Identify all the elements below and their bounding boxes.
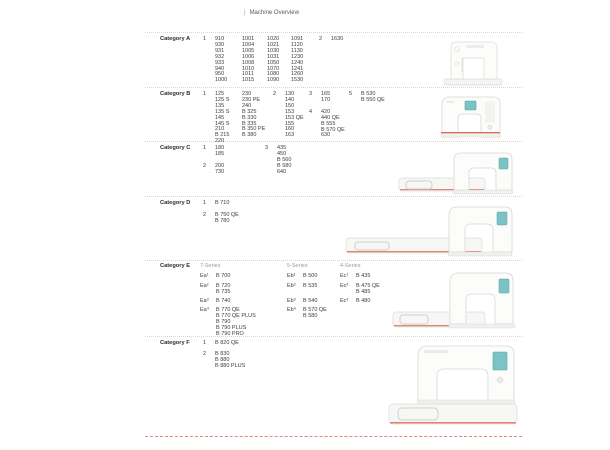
- model-number: 160: [285, 126, 295, 133]
- model-number: 450: [277, 150, 287, 157]
- model-number: B 475 QE: [356, 283, 380, 289]
- model-number: 933: [215, 59, 225, 66]
- stacked-groups: [203, 146, 241, 176]
- category-row-a: [160, 37, 357, 84]
- model-number: 155: [285, 120, 295, 127]
- model-column: [215, 164, 241, 176]
- model-number: 931: [215, 47, 225, 54]
- series-row: [287, 284, 340, 299]
- model-group: [203, 37, 313, 84]
- model-number: 1070: [267, 65, 280, 72]
- series-block-4: [340, 264, 390, 338]
- model-number: 1005: [242, 47, 255, 54]
- model-number: 440 QE: [321, 114, 340, 121]
- series-code: Ea³: [200, 298, 209, 304]
- model-number: 1260: [291, 71, 304, 78]
- series-block-5: [287, 264, 340, 338]
- model-number: 1130: [291, 47, 303, 54]
- series-header: 5-Series: [287, 263, 308, 269]
- model-number: 150: [285, 102, 295, 109]
- model-number: 1011: [242, 71, 254, 78]
- model-group: [203, 92, 273, 145]
- model-column: [331, 37, 357, 43]
- category-label: Category F: [160, 340, 190, 346]
- model-number: B 780: [215, 217, 230, 224]
- model-column: [242, 37, 267, 84]
- category-label: Category D: [160, 200, 191, 206]
- model-number: 1120: [291, 41, 303, 48]
- model-group: [203, 146, 241, 158]
- model-column: [267, 37, 291, 84]
- group-number: 2: [319, 36, 323, 42]
- model-number: B 435: [356, 273, 371, 279]
- model-number: 125 S: [215, 96, 230, 103]
- model-number: 230: [242, 91, 252, 97]
- model-number: 1020: [267, 36, 280, 42]
- group-number: 3: [309, 91, 313, 97]
- series-row: [200, 299, 287, 308]
- group-number: 2: [273, 91, 277, 97]
- model-number: B 485: [356, 288, 371, 295]
- model-column: [303, 284, 317, 299]
- model-number: 420: [321, 108, 331, 115]
- model-number: 1021: [267, 41, 280, 48]
- model-number: 163: [285, 132, 295, 139]
- group-number: 1: [203, 36, 207, 42]
- category-row-b: [160, 92, 391, 145]
- model-number: B 330: [242, 114, 257, 121]
- series-code: Eb⁴: [287, 307, 297, 313]
- model-number: B 535: [303, 283, 318, 289]
- model-number: 932: [215, 53, 225, 60]
- model-number: 1004: [242, 41, 255, 48]
- series-columns: [200, 264, 390, 338]
- group-number: 1: [203, 200, 207, 206]
- series-row: [200, 274, 287, 284]
- category-label: Category C: [160, 145, 191, 151]
- model-number: B 820 QE: [215, 340, 239, 346]
- series-code: Ec²: [340, 283, 349, 289]
- model-column: [215, 37, 242, 84]
- model-column: [321, 110, 349, 140]
- model-number: B 555: [321, 120, 336, 127]
- model-number: B 750 QE: [215, 211, 239, 218]
- model-column: [215, 92, 242, 145]
- model-number: 200: [215, 162, 225, 169]
- model-number: 140: [285, 96, 295, 103]
- model-column: [242, 92, 273, 139]
- series-code: Eb¹: [287, 273, 296, 279]
- category-label: Category E: [160, 263, 191, 269]
- model-number: 135: [215, 102, 225, 109]
- model-group: [309, 92, 349, 104]
- model-number: B 215: [215, 132, 230, 139]
- model-column: [216, 284, 230, 299]
- model-group: [203, 164, 241, 176]
- model-number: B 880: [215, 356, 230, 363]
- model-number: 1241: [291, 65, 304, 72]
- group-number: 2: [203, 350, 207, 357]
- header-separator: |: [244, 10, 246, 16]
- series-header: 7-Series: [200, 263, 221, 269]
- model-column: [321, 92, 349, 104]
- model-number: 1530: [291, 77, 304, 84]
- model-number: B 540: [303, 298, 318, 304]
- series-code: Eb²: [287, 283, 296, 289]
- model-number: 135 S: [215, 108, 230, 115]
- model-number: 1050: [267, 59, 280, 66]
- series-header: 4-Series: [340, 263, 361, 269]
- model-number: 1630: [331, 36, 344, 42]
- group-number: 2: [203, 211, 207, 218]
- model-group: [203, 213, 241, 225]
- model-number: B 530: [361, 91, 376, 97]
- category-a-machine-image: [442, 36, 504, 88]
- model-number: B 560: [277, 156, 292, 163]
- model-number: 1006: [242, 53, 255, 60]
- separator-line: [145, 260, 522, 261]
- model-number: 170: [321, 96, 331, 103]
- model-number: B 325: [242, 108, 257, 115]
- model-number: B 570 QE: [303, 307, 327, 313]
- group-number: 1: [203, 145, 207, 151]
- model-number: 130: [285, 91, 295, 97]
- group-number: 5: [349, 91, 353, 97]
- model-column: [356, 284, 380, 299]
- model-number: 230 PE: [242, 96, 261, 103]
- series-row: [340, 299, 390, 308]
- model-number: 1010: [242, 65, 255, 72]
- model-number: 1030: [267, 47, 280, 54]
- model-column: [285, 92, 309, 139]
- model-number: 950: [215, 71, 225, 78]
- category-f-machine-image: [388, 340, 520, 435]
- model-column: [303, 308, 327, 338]
- model-number: B 770 QE PLUS: [216, 312, 256, 319]
- stacked-groups: [203, 340, 246, 370]
- page-title: Machine Overview: [249, 10, 299, 16]
- series-code: Eb³: [287, 298, 296, 304]
- category-row-e: [160, 264, 390, 338]
- model-number: B 740: [216, 298, 231, 304]
- model-number: B 580: [277, 162, 292, 169]
- model-group: [203, 341, 241, 347]
- model-number: B 790 PLUS: [216, 324, 247, 331]
- model-number: 1080: [267, 71, 280, 78]
- model-column: [277, 146, 303, 176]
- model-number: 210: [215, 126, 225, 133]
- model-number: 1091: [291, 36, 304, 42]
- model-number: 1230: [291, 53, 304, 60]
- model-number: B 790: [216, 318, 231, 325]
- model-number: 153 QE: [285, 114, 304, 121]
- model-number: 640: [277, 168, 287, 175]
- category-row-f: [160, 340, 246, 370]
- model-number: 1000: [215, 77, 228, 84]
- series-code: Ec¹: [340, 273, 349, 279]
- series-block-7: [200, 264, 287, 338]
- model-number: B 880 PLUS: [215, 362, 246, 369]
- stacked-groups: [203, 201, 241, 225]
- group-number: 3: [265, 145, 269, 151]
- model-number: B 480: [356, 298, 371, 304]
- model-column: [291, 37, 313, 84]
- series-row: [200, 308, 287, 338]
- series-code: Ea¹: [200, 273, 209, 279]
- model-group: [349, 92, 391, 104]
- model-column: [215, 146, 241, 158]
- category-e-machine-image: [392, 266, 517, 334]
- model-group: [273, 92, 309, 139]
- model-number: B 350 PE: [242, 126, 266, 133]
- model-number: B 335: [242, 120, 257, 127]
- model-group: [319, 37, 357, 43]
- model-column: [215, 201, 241, 207]
- model-column: [215, 341, 241, 347]
- model-group: [203, 350, 246, 370]
- category-d-machine-image: [345, 202, 515, 258]
- model-number: B 790 PRO: [216, 330, 244, 337]
- model-number: B 380: [242, 132, 257, 139]
- model-number: 910: [215, 36, 225, 42]
- model-number: 180: [215, 145, 225, 151]
- model-number: B 770 QE: [216, 307, 240, 313]
- model-number: 630: [321, 132, 331, 139]
- model-number: 940: [215, 65, 225, 72]
- model-number: B 550 QE: [361, 96, 385, 103]
- series-code: Ea²: [200, 283, 209, 289]
- series-code: Ea⁴: [200, 307, 210, 313]
- model-number: 145: [215, 114, 225, 121]
- model-number: B 700: [216, 273, 231, 279]
- model-number: 153: [285, 108, 295, 115]
- model-number: 930: [215, 41, 225, 48]
- model-number: 1008: [242, 59, 255, 66]
- model-number: B 735: [216, 288, 231, 295]
- page-header: [244, 10, 299, 17]
- model-number: 145 S: [215, 120, 230, 127]
- model-number: B 580: [303, 312, 318, 319]
- category-label: Category B: [160, 91, 191, 97]
- model-number: 185: [215, 150, 225, 157]
- model-column: [215, 213, 241, 225]
- model-column: [215, 350, 246, 370]
- model-number: 125: [215, 91, 225, 97]
- series-row: [287, 308, 340, 338]
- series-row: [340, 284, 390, 299]
- model-number: 165: [321, 91, 331, 97]
- group-number: 2: [203, 162, 207, 169]
- category-row-c: [160, 146, 303, 176]
- category-row-d: [160, 201, 241, 225]
- model-column: [216, 308, 256, 338]
- series-code: Ec³: [340, 298, 349, 304]
- model-column: [361, 92, 391, 104]
- model-number: 435: [277, 145, 287, 151]
- category-b-machine-image: [438, 92, 504, 140]
- group-number: 1: [203, 91, 207, 97]
- stacked-groups: [309, 92, 349, 139]
- model-number: B 710: [215, 200, 230, 206]
- group-number: 1: [203, 340, 207, 346]
- model-number: 1015: [242, 77, 255, 84]
- separator-line: [145, 196, 522, 197]
- model-number: 730: [215, 168, 225, 175]
- series-row: [200, 284, 287, 299]
- model-number: 1031: [267, 53, 280, 60]
- model-number: 220: [215, 138, 225, 145]
- model-column: [356, 299, 370, 308]
- model-number: 1240: [291, 59, 304, 66]
- model-group: [265, 146, 303, 176]
- model-number: B 720: [216, 283, 231, 289]
- model-number: B 500: [303, 273, 318, 279]
- category-label: Category A: [160, 36, 191, 42]
- category-c-machine-image: [398, 148, 516, 196]
- separator-line: [145, 32, 522, 33]
- bottom-rule-line: [145, 436, 522, 437]
- model-group: [309, 110, 349, 140]
- model-number: 1001: [242, 36, 255, 42]
- model-number: B 570 QE: [321, 126, 345, 133]
- group-number: 4: [309, 108, 313, 115]
- model-group: [203, 201, 241, 207]
- model-number: 240: [242, 102, 252, 109]
- model-number: B 830: [215, 350, 230, 357]
- model-number: 1090: [267, 77, 280, 84]
